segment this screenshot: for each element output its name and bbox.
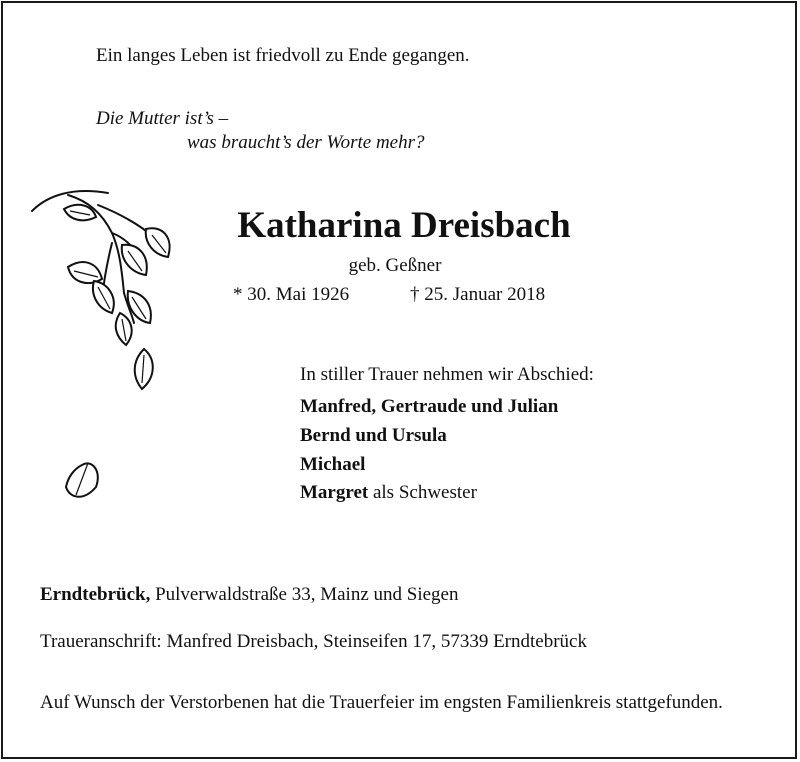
death-date: † 25. Januar 2018: [410, 284, 546, 305]
mourner-line: Manfred, Gertraude und Julian: [300, 396, 559, 417]
deceased-name: Katharina Dreisbach: [237, 205, 571, 246]
quote-line-1: Die Mutter ist’s –: [96, 108, 229, 129]
mourner-line-sister: [300, 482, 477, 504]
mourner-sister-name: Margret: [300, 482, 369, 503]
mourning-address: Traueranschrift: Manfred Dreisbach, Steinseifen 17, 57339 Erndtebrück: [40, 631, 587, 652]
birth-date: * 30. Mai 1926: [233, 284, 350, 305]
mourner-sister-relation: als Schwester: [368, 482, 477, 503]
mourning-heading: In stiller Trauer nehmen wir Abschied:: [300, 364, 594, 385]
quote-line-2: was braucht’s der Worte mehr?: [187, 132, 425, 153]
location-town: Erndtebrück,: [40, 584, 151, 605]
location-line: [40, 584, 458, 606]
maiden-name: geb. Geßner: [348, 255, 442, 276]
mourner-line: Michael: [300, 454, 366, 475]
funeral-notice: Auf Wunsch der Verstorbenen hat die Trauerfeier im engsten Familienkreis stattgefunden.: [40, 692, 723, 713]
mourner-line: Bernd und Ursula: [300, 425, 447, 446]
location-rest: Pulverwaldstraße 33, Mainz und Siegen: [150, 584, 459, 605]
intro-text: Ein langes Leben ist friedvoll zu Ende gegangen.: [96, 45, 470, 66]
